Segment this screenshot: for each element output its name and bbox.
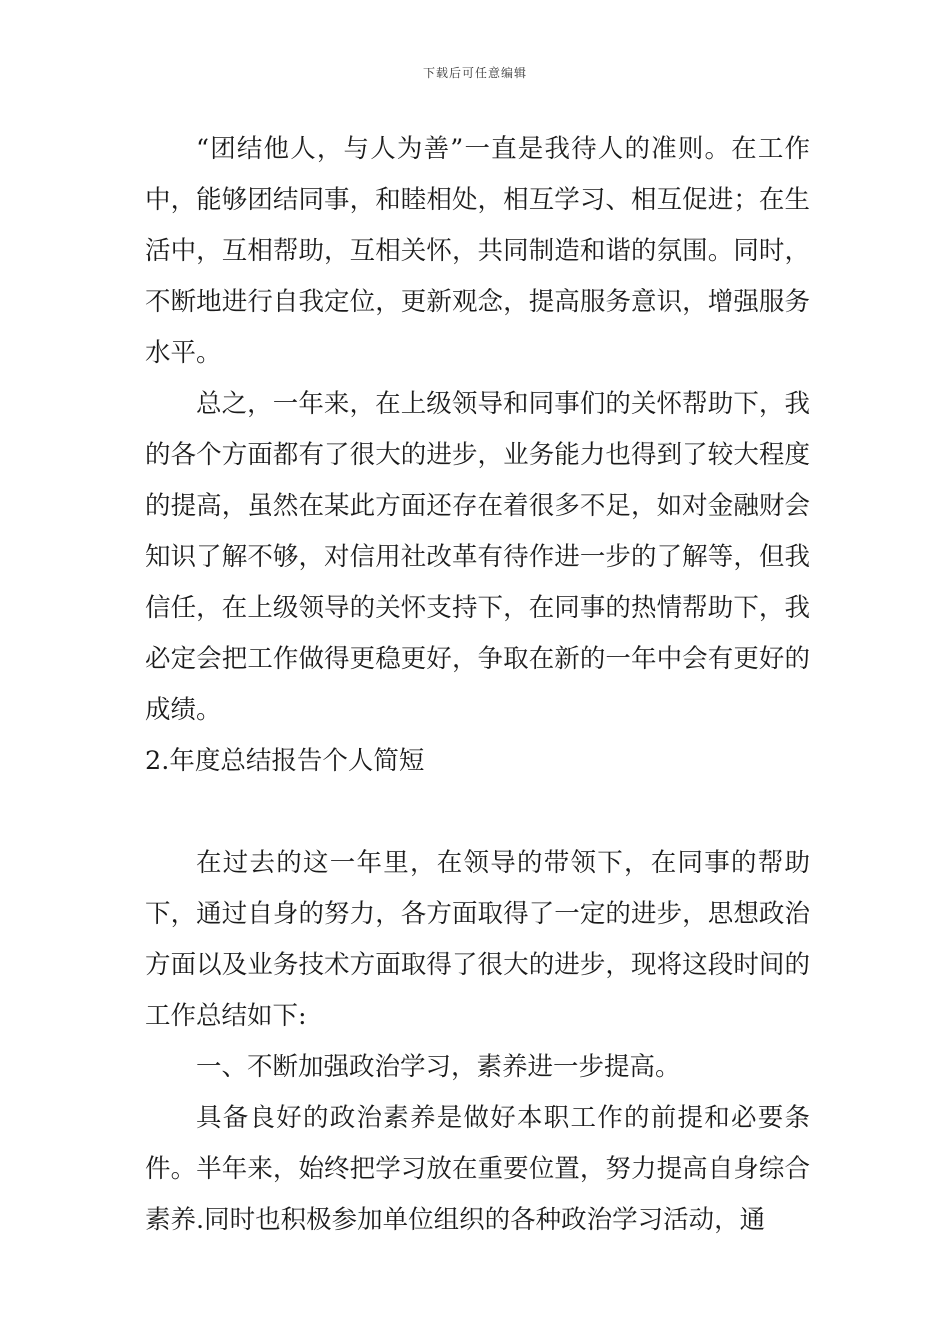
paragraph-point-one: 一、不断加强政治学习，素养进一步提高。 xyxy=(196,1052,681,1082)
header-note: 下载后可任意编辑 xyxy=(422,66,527,80)
paragraph-summary: 总之，一年来，在上级领导和同事们的关怀帮助下，我的各个方面都有了很大的进步，业务能力也得到了较大程度的提高，虽然在某此方面还存在着很多不足，如对金融财会知识了解不够，对信用社改革有待作进一步的了解等，但我信任，在上级领导的关怀支持下，在同事的热情帮助下，我必定会把工作做得更稳更好，争取在新的一年中会有更好的成绩。 xyxy=(145,389,810,725)
paragraph-unity: “团结他人，与人为善”一直是我待人的准则。在工作中，能够团结同事，和睦相处，相互学习、相互促进；在生活中，互相帮助，互相关怀，共同制造和谐的氛围。同时，不断地进行自我定位，更新观念，提高服务意识，增强服务水平。 xyxy=(145,134,810,368)
section-heading: 2.年度总结报告个人简短 xyxy=(145,746,425,776)
paragraph-intro: 在过去的这一年里，在领导的带领下，在同事的帮助下，通过自身的努力，各方面取得了一定的进步，思想政治方面以及业务技术方面取得了很大的进步，现将这段时间的工作总结如下: xyxy=(145,848,810,1031)
blank-line xyxy=(145,787,810,838)
paragraph-politics: 具备良好的政治素养是做好本职工作的前提和必要条件。半年来，始终把学习放在重要位置，努力提高自身综合素养.同时也积极参加单位组织的各种政治学习活动，通 xyxy=(145,1103,810,1235)
document-body xyxy=(145,124,810,1246)
